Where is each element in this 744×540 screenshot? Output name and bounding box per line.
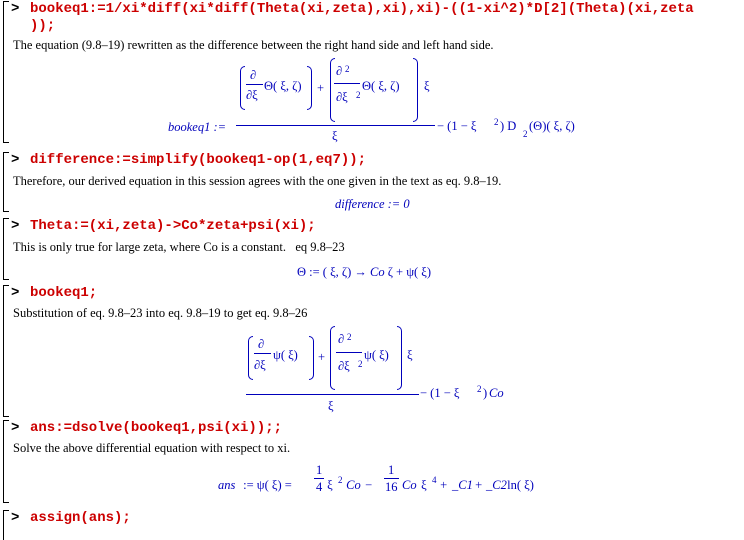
partial-xi: ∂ξ [338,359,350,373]
left-paren [330,58,335,122]
partial-xi: ∂ξ [246,88,258,102]
right-paren [307,66,312,110]
plus-sign: + [472,478,486,492]
theta-function: Θ( ξ, ζ) [362,79,400,93]
command-input[interactable]: assign(ans); [30,510,131,526]
superscript: 2 [345,64,350,74]
fraction-bar [246,84,263,85]
command-input[interactable]: ans:=dsolve(bookeq1,psi(xi));; [30,420,283,436]
math-output-theta [297,263,431,281]
term: ξ [324,478,333,492]
psi-function: ψ( ξ) [364,348,389,362]
text-paragraph: Substitution of eq. 9.8–23 into eq. 9.8–19 to get eq. 9.8–26 [13,306,308,320]
command-prompt: > [11,218,20,234]
left-paren [330,326,335,390]
left-paren [248,336,253,380]
right-paren [309,336,314,380]
xi-factor: ξ [407,348,413,362]
constant: Co [402,478,417,492]
math-output-difference: difference := 0 [335,197,410,211]
plus-sign: + [318,350,326,364]
right-paren [397,326,402,390]
main-fraction-bar [236,125,435,126]
text-paragraph: Solve the above differential equation with respect to xi. [13,441,291,455]
fraction-denominator: 16 [385,480,398,494]
main-fraction-bar [246,394,419,395]
command-prompt: > [11,510,20,526]
superscript: 2 [347,332,352,342]
text-paragraph: Therefore, our derived equation in this session agrees with the one given in the text as eq. 9.8–19. [13,174,502,188]
command-prompt: > [11,285,20,301]
fraction-bar [334,83,360,84]
tail-constant: Co [489,386,504,400]
superscript: 2 [477,384,482,394]
subscript: 2 [523,129,528,139]
execution-group-bracket[interactable] [3,218,9,280]
fraction-denominator: 4 [316,480,323,494]
term: ξ [418,478,427,492]
tail-term: − (1 − ξ [437,119,477,133]
minus-sign: − [362,478,376,492]
command-input[interactable]: difference:=simplify(bookeq1-op(1,eq7)); [30,152,367,168]
output-lhs: ans [218,478,236,492]
command-input[interactable]: bookeq1; [30,285,98,301]
fraction-numerator: 1 [388,463,395,477]
fraction-numerator: 1 [316,463,323,477]
theta-function: Θ( ξ, ζ) [264,79,302,93]
partial-symbol: ∂ [250,68,257,82]
ln-term: ln( ξ) [504,478,534,492]
fraction-bar [336,352,362,353]
tail-term: ) D [500,119,517,133]
left-paren [240,66,245,110]
partial-xi: ∂ξ [336,90,348,104]
execution-group-bracket[interactable] [3,152,9,212]
superscript: 2 [356,90,361,100]
denominator: ξ [332,129,338,143]
command-prompt: > [11,1,20,17]
tail-term: ) [483,386,491,400]
output-part: Co [370,265,385,279]
xi-factor: ξ [424,79,430,93]
partial-symbol: ∂ [258,337,265,351]
superscript: 2 [494,117,499,127]
output-part: ζ + ψ( ξ) [384,265,432,279]
fraction-bar [314,478,324,479]
command-input[interactable]: bookeq1:=1/xi*diff(xi*diff(Theta(xi,zeta),xi),xi)-((1-xi^2)*D[2](Theta)(xi,zeta [30,1,694,17]
execution-group-bracket[interactable] [3,420,9,503]
text-paragraph: This is only true for large zeta, where Co is a constant. eq 9.8–23 [13,240,345,254]
text-paragraph: The equation (9.8–19) rewritten as the difference between the right hand side and left hand side. [13,38,494,52]
output-part: Θ := ( ξ, ζ) → [297,265,370,279]
partial-symbol: ∂ [338,332,345,346]
execution-group-bracket[interactable] [3,510,9,540]
tail-term: (Θ)( ξ, ζ) [529,119,575,133]
psi-function: ψ( ξ) [273,348,298,362]
execution-group-bracket[interactable] [3,1,9,143]
constant-c1: _C1 [452,478,473,492]
command-prompt: > [11,420,20,436]
constant: Co [343,478,361,492]
output-lhs: bookeq1 := [168,120,227,134]
superscript: 4 [432,475,437,485]
fraction-bar [254,353,271,354]
command-prompt: > [11,152,20,168]
superscript: 2 [358,359,363,369]
denominator: ξ [328,399,334,413]
fraction-bar [384,478,399,479]
tail-term: − (1 − ξ [420,386,460,400]
command-input[interactable]: Theta:=(xi,zeta)->Co*zeta+psi(xi); [30,218,316,234]
plus-sign: + [437,478,451,492]
execution-group-bracket[interactable] [3,285,9,417]
right-paren [413,58,418,122]
command-input-continuation[interactable]: )); [30,18,56,34]
superscript: 2 [338,475,343,485]
output-assign: := ψ( ξ) = [240,478,295,492]
plus-sign: + [317,81,325,95]
partial-xi: ∂ξ [254,358,266,372]
partial-symbol: ∂ [336,64,343,78]
constant-c2: _C2 [486,478,507,492]
